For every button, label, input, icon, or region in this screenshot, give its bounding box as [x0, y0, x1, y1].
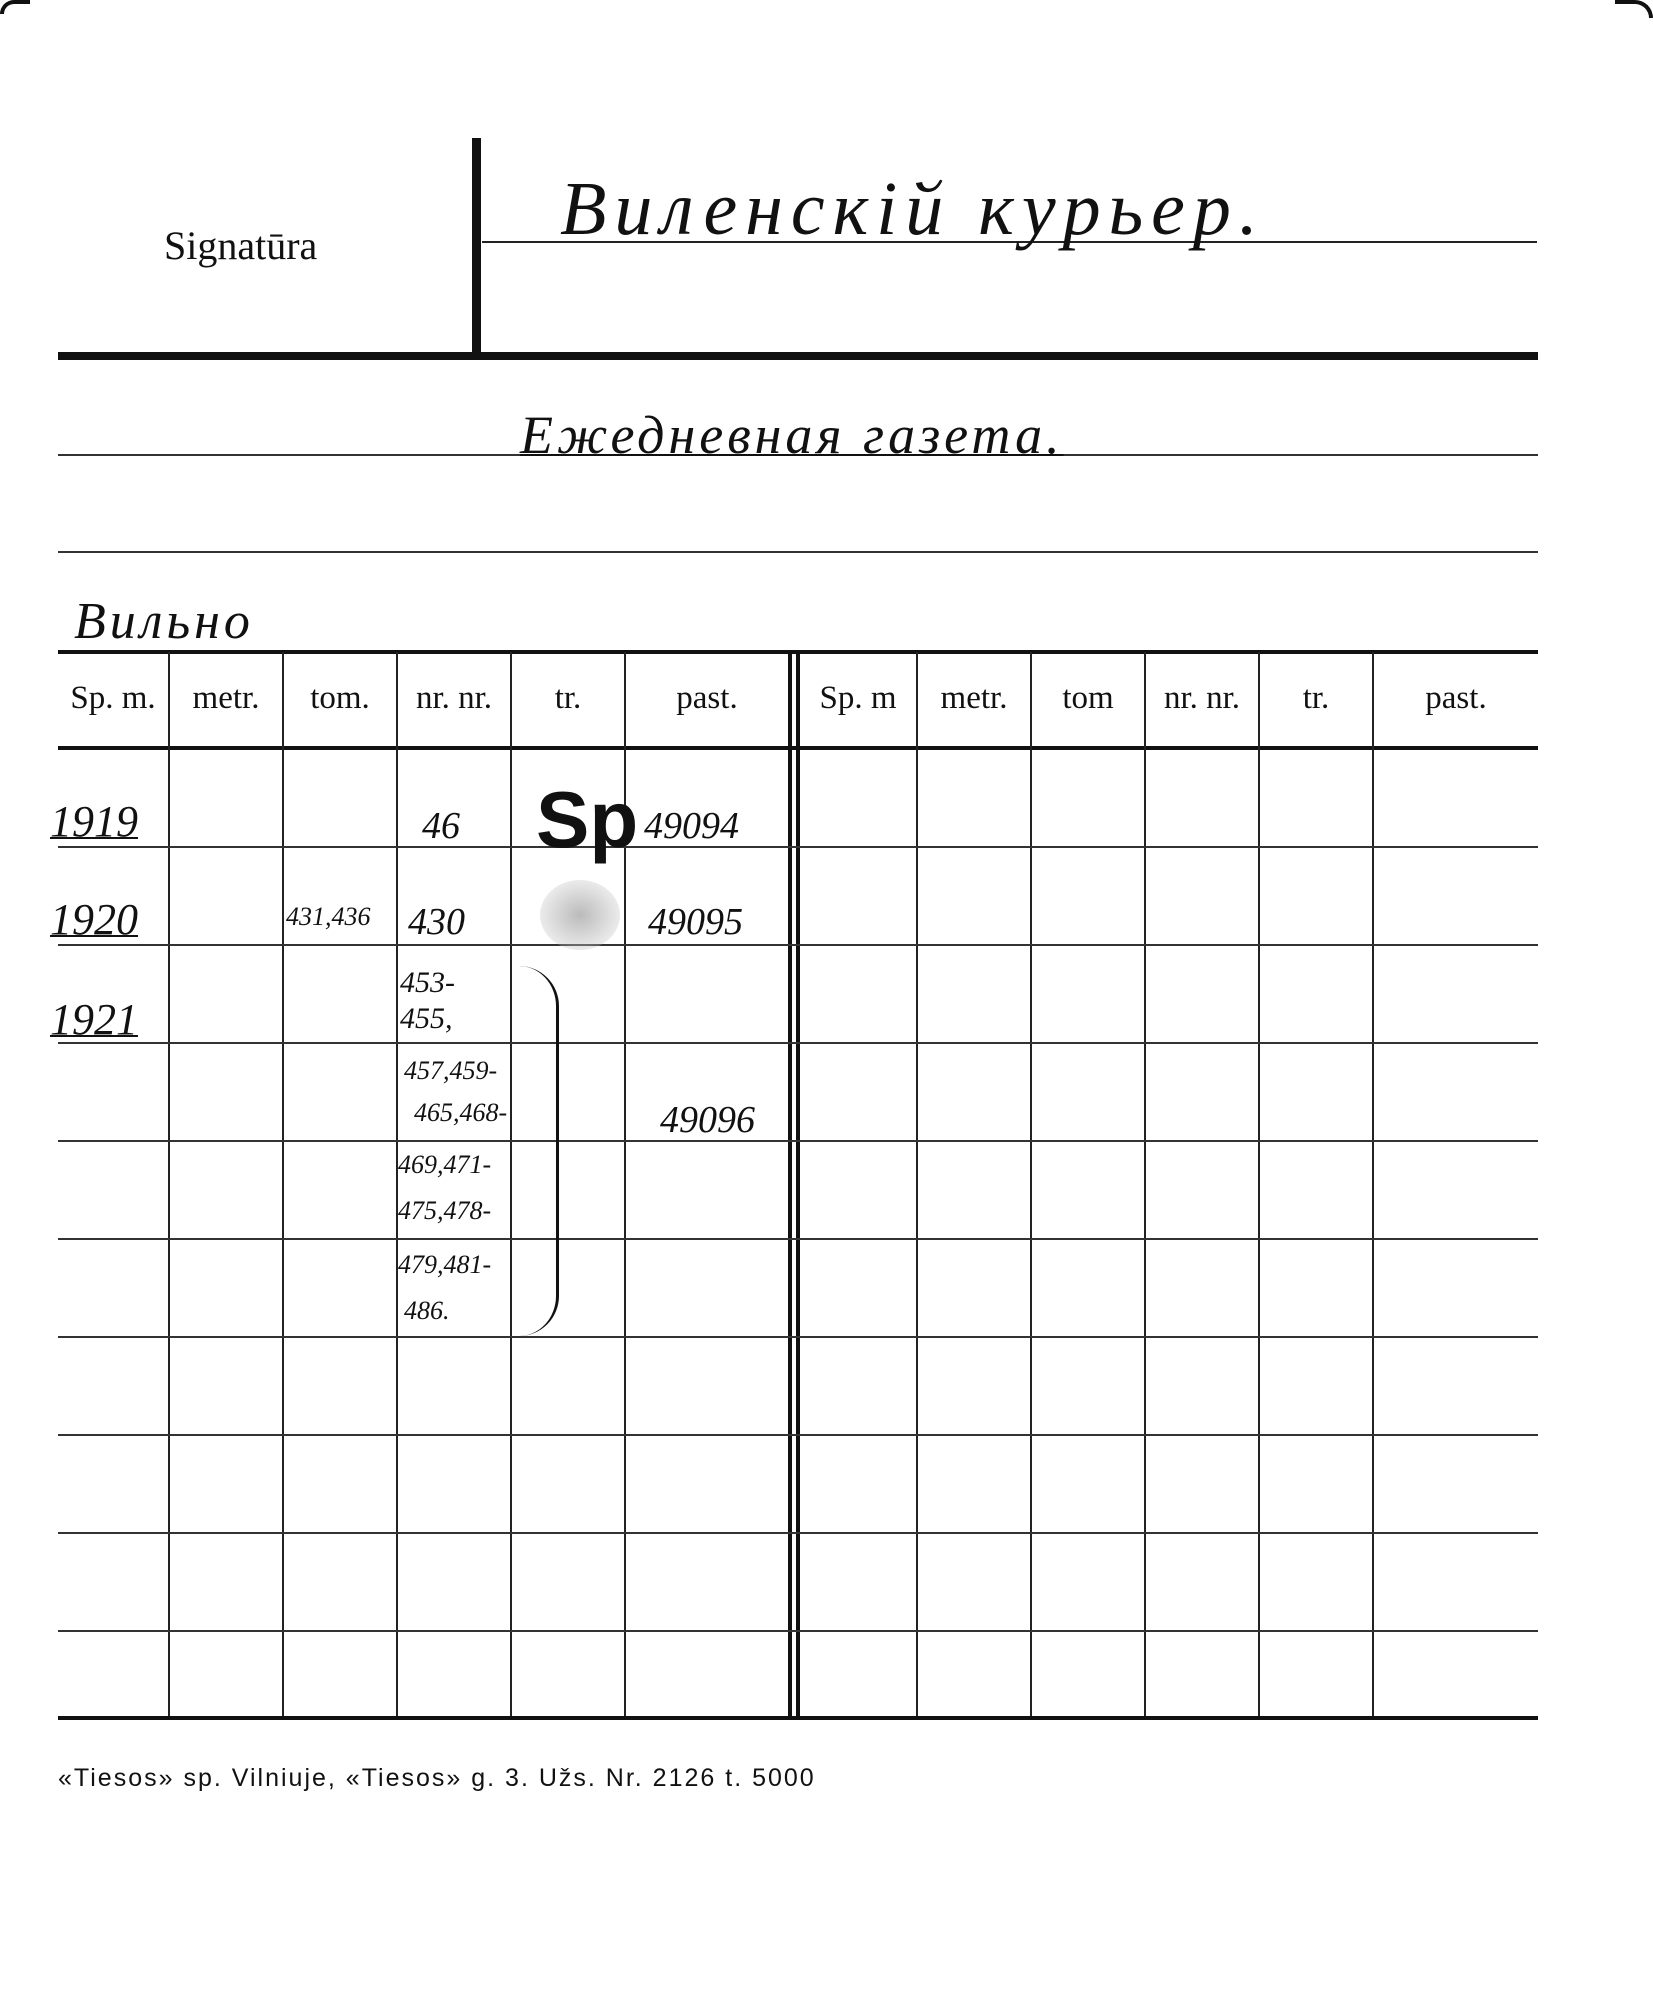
header-past-right: past. — [1425, 680, 1487, 716]
column-divider — [282, 652, 284, 1716]
subtitle-handwritten: Ежедневная газета. — [520, 405, 1064, 465]
row-line — [58, 1630, 1538, 1632]
table-bottom-rule — [58, 1716, 1538, 1720]
header-tr: tr. — [554, 680, 582, 716]
entry-tom-1920: 431,436 — [286, 902, 371, 931]
entry-nr-1919: 46 — [422, 805, 460, 847]
entry-nr-line: 465,468- — [414, 1098, 508, 1127]
header-sp-m-right: Sp. m — [819, 680, 897, 716]
signatura-divider — [472, 138, 481, 352]
blank-line — [58, 551, 1538, 553]
entry-nr-line: 479,481- — [398, 1250, 492, 1279]
entry-year-1920: 1920 — [50, 895, 138, 944]
card-corner-top-right — [1615, 0, 1653, 18]
entry-past-1920: 49095 — [648, 901, 743, 943]
city-handwritten: Вильно — [74, 593, 254, 650]
stamp-smudge — [540, 880, 620, 950]
column-divider — [916, 652, 918, 1716]
header-tom: tom. — [310, 680, 370, 716]
header-nr-nr: nr. nr. — [415, 680, 493, 716]
column-divider — [1258, 652, 1260, 1716]
header-metr: metr. — [192, 680, 260, 716]
header-thick-rule — [58, 352, 1538, 360]
row-line — [58, 846, 1538, 848]
header-past: past. — [676, 680, 738, 716]
column-divider — [396, 652, 398, 1716]
header-tr-right: tr. — [1302, 680, 1330, 716]
curly-brace — [512, 966, 559, 1336]
column-divider — [168, 652, 170, 1716]
column-divider — [1030, 652, 1032, 1716]
row-line — [58, 944, 1538, 946]
entry-year-1921: 1921 — [50, 995, 138, 1044]
column-divider — [1372, 652, 1374, 1716]
header-tom-right: tom — [1062, 680, 1114, 716]
entry-nr-line: 457,459- — [404, 1056, 498, 1085]
column-divider — [1144, 652, 1146, 1716]
row-line — [58, 1042, 1538, 1044]
title-handwritten: Виленскiй курьер. — [560, 167, 1266, 251]
entry-nr-line: 475,478- — [398, 1196, 492, 1225]
row-line — [58, 1336, 1538, 1338]
entry-nr-line: 469,471- — [398, 1150, 492, 1179]
row-line — [58, 1532, 1538, 1534]
row-line — [58, 1238, 1538, 1240]
entry-nr-1920: 430 — [408, 901, 465, 943]
header-sp-m: Sp. m. — [70, 680, 156, 716]
header-nr-nr-right: nr. nr. — [1163, 680, 1241, 716]
entry-past-1921: 49096 — [660, 1099, 755, 1141]
card-corner-top-left — [0, 0, 30, 14]
row-line — [58, 1434, 1538, 1436]
header-metr-right: metr. — [940, 680, 1008, 716]
entry-past-1919: 49094 — [644, 805, 739, 847]
signatura-label: Signatūra — [164, 223, 318, 268]
entry-nr-line: 455, — [400, 1002, 453, 1035]
entry-nr-line: 486. — [404, 1296, 450, 1325]
column-double-divider — [788, 652, 800, 1716]
row-line — [58, 1140, 1538, 1142]
entry-year-1919: 1919 — [50, 797, 138, 846]
sp-stamp: Sp — [536, 775, 639, 864]
printer-footer: «Tiesos» sp. Vilniuje, «Tiesos» g. 3. Užs. Nr. 2126 t. 5000 — [58, 1764, 816, 1792]
entry-nr-line: 453- — [400, 966, 455, 999]
